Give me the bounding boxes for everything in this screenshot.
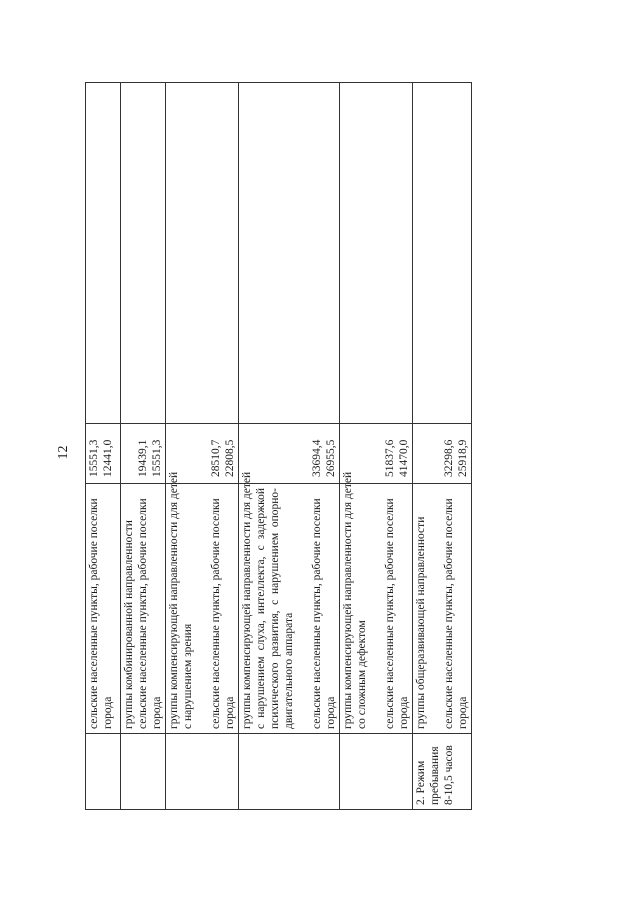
value-rural: 19439,1 bbox=[137, 439, 149, 477]
row-text: города bbox=[325, 696, 337, 729]
value-city: 26955,5 bbox=[325, 439, 337, 477]
row-text: сельские населенные пункты, рабочие поселки bbox=[88, 498, 100, 729]
table-row bbox=[86, 83, 121, 810]
row-text: сельские населенные пункты, рабочие поселки bbox=[443, 498, 455, 729]
group-title: группы компенсирующей направленности для детей bbox=[168, 471, 180, 729]
value-cell bbox=[86, 424, 121, 484]
row-text: сельские населенные пункты, рабочие поселки bbox=[384, 498, 396, 729]
value-cell bbox=[239, 424, 340, 484]
mode-cell bbox=[413, 734, 472, 810]
group-title: группы компенсирующей направленности для детей bbox=[241, 471, 253, 729]
value-rural: 15551,3 bbox=[88, 439, 100, 477]
table-row bbox=[239, 83, 340, 810]
mode-cell bbox=[340, 734, 413, 810]
value-city: 22808,5 bbox=[224, 439, 236, 477]
mode-cell bbox=[166, 734, 239, 810]
empty-cell bbox=[340, 83, 413, 424]
group-title: группы комбинированной направленности bbox=[123, 520, 135, 729]
group-title: психического развития, с нарушением опорно- bbox=[269, 488, 281, 729]
table-row bbox=[413, 83, 472, 810]
empty-cell bbox=[121, 83, 166, 424]
row-text: города bbox=[224, 696, 236, 729]
group-title: с нарушением слуха, интеллекта, с задержкой bbox=[255, 488, 267, 729]
value-rural: 51837,6 bbox=[384, 439, 396, 477]
value-city: 15551,3 bbox=[151, 439, 163, 477]
empty-cell bbox=[239, 83, 340, 424]
value-city: 25918,9 bbox=[457, 439, 469, 477]
group-title: группы общеразвивающей направленности bbox=[415, 516, 427, 729]
value-cell bbox=[413, 424, 472, 484]
group-title: с нарушением зрения bbox=[182, 623, 194, 729]
group-title: группы компенсирующей направленности для детей bbox=[342, 471, 354, 729]
description-cell bbox=[239, 471, 340, 734]
table-row bbox=[121, 83, 166, 810]
page-number: 12 bbox=[56, 445, 71, 460]
empty-cell bbox=[166, 83, 239, 424]
row-text: города bbox=[151, 696, 163, 729]
row-text: города bbox=[457, 696, 469, 729]
row-text: сельские населенные пункты, рабочие поселки bbox=[137, 498, 149, 729]
value-cell bbox=[121, 424, 166, 484]
value-rural: 28510,7 bbox=[210, 439, 222, 477]
description-cell bbox=[413, 484, 472, 734]
mode-cell bbox=[86, 734, 121, 810]
value-rural: 33694,4 bbox=[311, 439, 323, 477]
mode-label: 2. Режим пребывания 8-10,5 часов bbox=[415, 745, 455, 805]
value-rural: 32298,6 bbox=[443, 439, 455, 477]
description-cell bbox=[86, 484, 121, 734]
description-cell bbox=[121, 484, 166, 734]
empty-cell bbox=[413, 83, 472, 424]
table-row bbox=[340, 83, 413, 810]
group-title: двигательного аппарата bbox=[283, 612, 295, 729]
group-title: со сложным дефектом bbox=[356, 620, 368, 729]
description-cell bbox=[340, 471, 413, 734]
row-text: города bbox=[398, 696, 410, 729]
tariff-table bbox=[85, 82, 472, 810]
table-row bbox=[166, 83, 239, 810]
empty-cell bbox=[86, 83, 121, 424]
description-cell bbox=[166, 471, 239, 734]
row-text: сельские населенные пункты, рабочие поселки bbox=[210, 498, 222, 729]
value-city: 12441,0 bbox=[102, 439, 114, 477]
mode-cell bbox=[239, 734, 340, 810]
value-city: 41470,0 bbox=[398, 439, 410, 477]
mode-cell bbox=[121, 734, 166, 810]
row-text: города bbox=[102, 696, 114, 729]
row-text: сельские населенные пункты, рабочие поселки bbox=[311, 498, 323, 729]
